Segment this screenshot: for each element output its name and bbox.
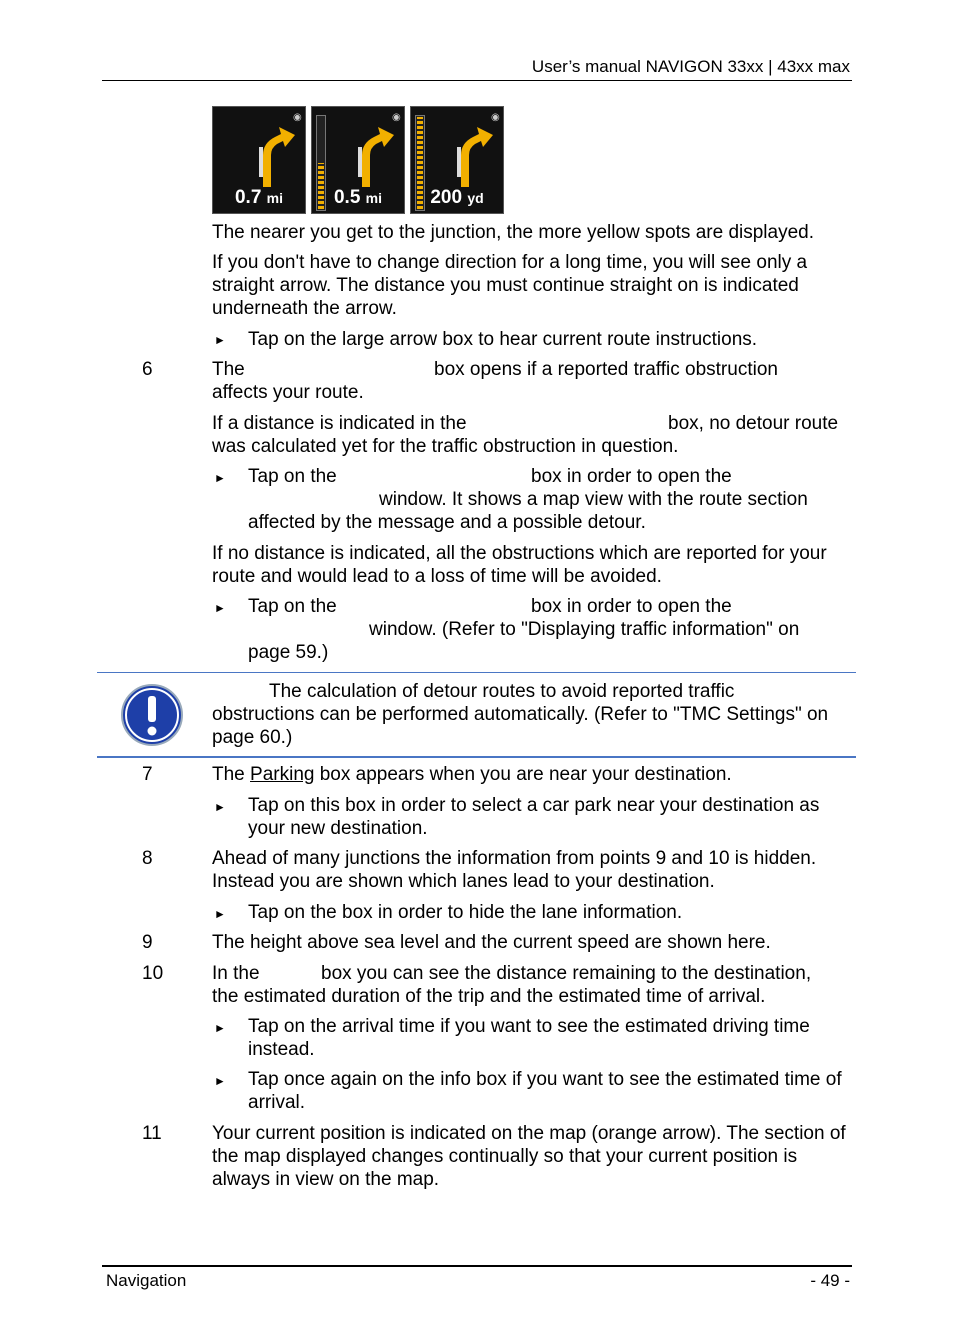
item-text: affects your route. [212,382,364,403]
bullet-text: Tap on the arrival time if you want to see the estimated driving time instead. [248,1016,810,1060]
svg-text:◉: ◉ [392,112,401,123]
note-bottom-rule [97,756,856,758]
paragraph: If no distance is indicated, all the obstructions which are reported for your route and would lead to a loss of time will be avoided. [212,543,827,587]
paragraph: was calculated yet for the traffic obstruction in question. [212,436,679,457]
bullet-text: box in order to open the [531,466,732,487]
paragraph: If you don't have to change direction for a long time, you will see only a straight arrow. The distance you must continue straight on is indicated underneath the arrow. [212,252,808,319]
bullet-text: window. (Refer to "Displaying traffic information" on [369,619,800,640]
parking-link[interactable]: Parking [250,764,315,785]
tile-distance: 0.7 mi [234,187,284,208]
note-text: obstructions can be performed automatically. (Refer to "TMC Settings" on page 60.) [212,704,829,748]
item-text: box opens if a reported traffic obstruction [434,359,778,380]
bullet-icon: ► [214,907,226,921]
item-text: the estimated duration of the trip and the estimated time of arrival. [212,986,766,1007]
bullet-text: affected by the message and a possible detour. [248,512,646,533]
arrow-tile[interactable] [212,106,306,214]
bullet-text: Tap on the box in order to hide the lane information. [248,902,683,923]
footer-rule [102,1265,852,1267]
arrow-tile[interactable] [410,106,504,214]
arrow-tiles [212,106,504,214]
header-title: User’s manual NAVIGON 33xx | 43xx max [531,57,850,76]
paragraph: box, no detour route [668,413,839,434]
bullet-text: Tap on the [248,596,337,617]
paragraph: The nearer you get to the junction, the more yellow spots are displayed. [212,222,815,243]
item-number: 8 [142,848,153,869]
tile-distance: 200 yd [430,187,484,208]
page-number: - 49 - [810,1271,850,1290]
arrow-tile[interactable] [311,106,405,214]
bullet-icon: ► [214,1021,226,1035]
bullet-text: Tap on this box in order to select a car park near your destination as your new destination. [248,795,820,839]
item-text: In the [212,963,260,984]
item-text: Your current position is indicated on the map (orange arrow). The section of the map displayed changes continually so that your current position is always in view on the map. [212,1123,846,1190]
svg-text:◉: ◉ [491,112,500,123]
footer-section: Navigation [106,1271,187,1290]
note-top-rule [97,672,856,673]
info-exclamation-icon [120,683,184,747]
bullet-text: Tap once again on the info box if you want to see the estimated time of arrival. [248,1069,842,1113]
note-text: The calculation of detour routes to avoid reported traffic [269,681,735,702]
item-text: Ahead of many junctions the information from points 9 and 10 is hidden. Instead you are shown which lanes lead to your destination. [212,848,817,892]
item-text: The Parking box appears when you are near your destination. [212,764,732,785]
bullet-icon: ► [214,471,226,485]
bullet-text: Tap on the large arrow box to hear current route instructions. [248,329,758,350]
item-number: 9 [142,932,153,953]
bullet-icon: ► [214,601,226,615]
bullet-icon: ► [214,800,226,814]
item-text: The [212,359,245,380]
bullet-icon: ► [214,1074,226,1088]
header-rule [102,80,852,81]
bullet-text: window. It shows a map view with the route section [379,489,808,510]
paragraph: If a distance is indicated in the [212,413,467,434]
bullet-text: page 59.) [248,642,329,663]
item-number: 10 [142,963,164,984]
tile-distance: 0.5 mi [333,187,383,208]
item-number: 11 [142,1123,162,1144]
bullet-text: box in order to open the [531,596,732,617]
item-text: The height above sea level and the current speed are shown here. [212,932,771,953]
item-number: 6 [142,359,153,380]
bullet-text: Tap on the [248,466,337,487]
bullet-icon: ► [214,333,226,347]
signal-icon: ◉ [293,112,302,123]
item-text: box you can see the distance remaining to the destination, [321,963,812,984]
item-number: 7 [142,764,153,785]
